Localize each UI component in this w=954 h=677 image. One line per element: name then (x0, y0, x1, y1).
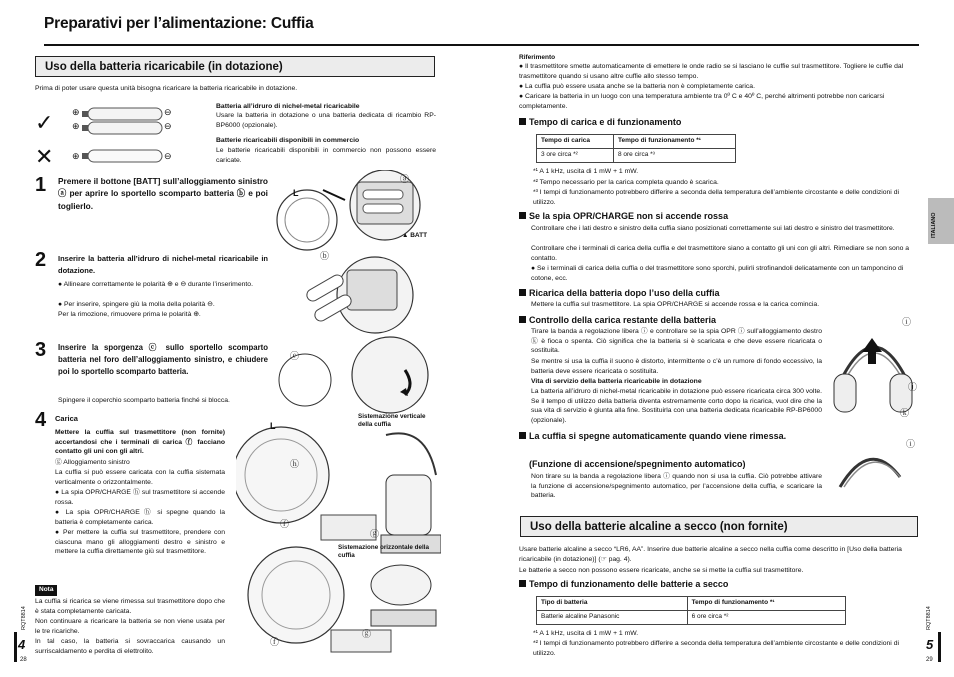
label-j: ⓙ (908, 382, 918, 392)
section-title-alkaline: Uso della batterie alcaline a secco (non fornite) (520, 516, 918, 537)
label-a: ⓐ (400, 174, 410, 184)
language-tab (928, 198, 954, 244)
step3-text: Inserire la sporgenza ⓒ sullo sportello scomparto batteria nel foro dell’alloggiamento sinistro, e chiudere poi lo sportello scomparto batteria. (58, 343, 268, 377)
table-cell: 3 ore circa *² (537, 148, 614, 162)
heading-controllo (519, 314, 716, 326)
table-header-row (537, 597, 846, 611)
cross-icon: ✕ (35, 144, 54, 169)
minus-icon: ⊖ (164, 121, 172, 131)
heading-spegne (519, 430, 824, 443)
label-b: ⓑ (320, 251, 330, 261)
label-g: ⓖ (370, 529, 380, 539)
table1-note-1: *¹ A 1 kHz, uscita di 1 mW + 1 mW. (533, 168, 639, 175)
heading-square-icon (519, 316, 526, 323)
doc-code-right: RQT8814 (926, 606, 932, 630)
label-i: ⓘ (902, 317, 912, 327)
alkaline-table (536, 596, 846, 625)
step4-number: 4 (35, 409, 47, 431)
plus-icon: ⊕ (72, 151, 80, 161)
step4-text1: La cuffia si può essere caricata con la cuffia sistemata verticalmente o orizzontalmente. (55, 469, 225, 486)
label-L: L (293, 188, 299, 198)
label-k: ⓚ (900, 408, 910, 418)
alkaline-text-1: Usare batterie alcaline a secco “LR6, AA”. Inserire due batterie alcaline a secco nella cuffia come descritto in [Uso della batteria ricaricabile (in dotazione)] (☞ pag. 4). (519, 546, 902, 563)
step4-bold: Mettere la cuffia sul trasmettitore (non fornite) accertandosi che i terminali di carica ⓕ facciano contatto gli uni con gli altri. (55, 429, 225, 456)
table-cell: Batterie alcaline Panasonic (537, 610, 688, 624)
battery-comm-title: Batterie ricaricabili disponibili in commercio (216, 137, 360, 144)
nota-text-3: In tal caso, la batteria si sovraccarica causando un surriscaldamento e perdita di elettrolito. (35, 638, 225, 655)
intro-text: Prima di poter usare questa unità bisogna ricaricare la batteria ricaricabile in dotazione. (35, 85, 298, 92)
doc-code-left: RQT8814 (21, 606, 27, 630)
page-marker-left (14, 632, 17, 662)
step3-subtext: Spingere il coperchio scomparto batteria finché si blocca. (58, 397, 230, 404)
title-rule (44, 44, 919, 46)
plus-icon: ⊕ (72, 121, 80, 131)
rif-title: Riferimento (519, 54, 556, 61)
rif-item-1: ● Il trasmettitore smette automaticamente di emettere le onde radio se si lasciano le cuffie sul trasmettitore. Togliere le cuffie dal trasmettitore quando si usano altre cuffie allo stesso tempo. (519, 63, 904, 80)
table2-note-1: *¹ A 1 kHz, uscita di 1 mW + 1 mW. (533, 630, 639, 637)
heading-spia (519, 210, 728, 222)
rif-item-2: ● La cuffia può essere usata anche se la batteria non è completamente carica. (519, 83, 755, 90)
spia-text-2: Controllare che i terminali di carica della cuffia e del trasmettitore siano a contatto gli uni con gli altri. Rimediare se non sono a contatto. (531, 245, 910, 262)
heading-square-icon (519, 212, 526, 219)
battery-nimh-title: Batteria all’idruro di nichel-metal ricaricabile (216, 103, 360, 110)
spia-text-1: Controllare che i lati destro e sinistro della cuffia siano posizionati correttamente sui lati destro e sinistro del trasmettitore. (531, 225, 895, 232)
heading-square-icon (519, 289, 526, 296)
heading-square-icon (519, 432, 526, 439)
table-cell: 8 ore circa *³ (613, 148, 735, 162)
battery-illustration (70, 104, 190, 166)
rif-item-3: ● Caricare la batteria in un luogo con una temperatura ambiente tra 0º C e 40º C, perché altrimenti potrebbe non caricarsi completamente. (519, 93, 885, 110)
table-header-cell: Tempo di funzionamento *¹ (613, 135, 735, 149)
table-row (537, 610, 846, 624)
table1-note-2: *² Tempo necessario per la carica completa quando è scarica. (533, 179, 719, 186)
headphone-charging-illustration (236, 415, 441, 660)
heading-alkaline-time (519, 578, 728, 590)
plus-icon: ⊕ (72, 107, 80, 117)
table2-note-2: *² I tempi di funzionamento potrebbero differire a seconda della temperatura dell’ambiente circostante e delle condizioni di utilizzo. (533, 640, 899, 657)
table1-note-3: *³ I tempi di funzionamento potrebbero differire a seconda della temperatura dell’ambiente circostante e delle condizioni di utilizzo. (533, 189, 899, 206)
table-cell: 6 ore circa *² (687, 610, 845, 624)
table-header-cell: Tempo di carica (537, 135, 614, 149)
headphone-check-illustration (828, 312, 920, 497)
step4-bullet2: ● La spia OPR/CHARGE ⓗ si spegne quando la batteria è completamente carica. (55, 509, 225, 526)
label-L-charge: L (270, 421, 276, 431)
controllo-text-1: Tirare la banda a regolazione libera ⓘ e controllare se la spia OPR ⓘ sull’alloggiamento destro ⓚ è fioca o spenta. Ciò significa che la batteria si è scaricata e che deve essere ricaricata o sostituita. (531, 328, 822, 355)
page-small-right: 29 (926, 657, 933, 663)
heading-tempo (519, 116, 681, 128)
table-header-cell: Tempo di funzionamento *¹ (687, 597, 845, 611)
step3-number: 3 (35, 339, 47, 361)
ricarica-text: Mettere la cuffia sul trasmettitore. La spia OPR/CHARGE si accende rossa e la carica comincia. (531, 301, 820, 308)
label-i-2: ⓘ (906, 439, 916, 449)
page-marker-right (938, 632, 941, 662)
nota-label: Nota (35, 585, 57, 596)
heading-ricarica-text: Ricarica della batteria dopo l’uso della cuffia (529, 288, 720, 298)
controllo-text-3: La batteria all’idruro di nichel-metal ricaricabile in dotazione può essere ricaricata circa 300 volte. Se il tempo di utilizzo della batteria diventa estremamente corto dopo la ricarica, vuol dire che la sua vita di servizio è giunta alla fine. Sostituirla con una batteria dedicata ricaricabile RP-BP6000 (opzionale). (531, 388, 822, 424)
label-f-2: ⓕ (270, 637, 280, 647)
step4-title: Carica (55, 414, 78, 423)
step2-bullet3: Per la rimozione, rimuovere prima le polarità ⊕. (58, 311, 201, 318)
headphone-battery-illustration (275, 170, 440, 440)
heading-tempo-text: Tempo di carica e di funzionamento (529, 117, 682, 127)
caption-horizontal: Sistemazione orizzontale della cuffia (338, 544, 429, 560)
heading-ricarica (519, 287, 720, 299)
section-title-rechargeable: Uso della batteria ricaricabile (in dotazione) (35, 56, 435, 77)
heading-spegne-sub: (Funzione di accensione/spegnimento automatico) (529, 459, 746, 469)
heading-square-icon (519, 580, 526, 587)
minus-icon: ⊖ (164, 107, 172, 117)
page-small-left: 28 (20, 657, 27, 663)
nota-text-1: La cuffia si ricarica se viene rimessa sul trasmettitore dopo che è stata completamente caricata. (35, 598, 225, 615)
page-number-left: 4 (18, 637, 26, 652)
charge-table (536, 134, 736, 163)
spia-text-3: ● Se i terminali di carica della cuffia o del trasmettitore sono sporchi, pulirli strofinandoli delicatamente con un tamponcino di cotone, ecc. (531, 265, 904, 282)
battery-nimh-text: Usare la batteria in dotazione o una batteria dedicata di ricambio RP-BP6000 (opzionale). (216, 112, 436, 129)
heading-spia-text: Se la spia OPR/CHARGE non si accende rossa (529, 211, 729, 221)
nota-text-2: Non continuare a ricaricare la batteria se non viene usata per le tre ricariche. (35, 618, 225, 635)
page-number-right: 5 (926, 637, 934, 652)
check-icon: ✓ (35, 110, 54, 135)
controllo-vita-title: Vita di servizio della batteria ricaricabile in dotazione (531, 378, 702, 385)
language-label: ITALIANO (931, 212, 937, 238)
step4-bullet3: ● Per mettere la cuffia sul trasmettitore, prendere con ciascuna mano gli alloggiamenti destro e sinistro e mettere la cuffia direttamente giù sul trasmettitore. (55, 529, 225, 556)
step1-number: 1 (35, 174, 47, 196)
step2-bullet1: ● Allineare correttamente le polarità ⊕ e ⊖ durante l’inserimento. (58, 281, 253, 288)
spegne-text: Non tirare su la banda a regolazione libera ⓘ quando non si usa la cuffia. Ciò potrebbe attivare la funzione di accensione/spegnimento automatico, per l’accensione della cuffia, e scaricare la batteria. (531, 473, 822, 500)
controllo-text-2: Se mentre si usa la cuffia il suono è distorto, intermittente o c’è un rumore di fondo eccessivo, la batteria deve essere ricaricata o sostituita. (531, 358, 822, 375)
step2-text: Inserire la batteria all’idruro di nichel-metal ricaricabile in dotazione. (58, 254, 268, 275)
label-f: ⓕ (280, 519, 290, 529)
table-row (537, 148, 736, 162)
heading-alkaline-time-text: Tempo di funzionamento delle batterie a secco (529, 579, 729, 589)
label-g-2: ⓖ (362, 629, 372, 639)
label-batt: ▲ BATT (402, 232, 428, 239)
heading-square-icon (519, 118, 526, 125)
label-h: ⓗ (290, 459, 300, 469)
table-header-row (537, 135, 736, 149)
battery-comm-text: Le batterie ricaricabili disponibili in commercio non possono essere caricate. (216, 147, 436, 164)
caption-vertical: Sistemazione verticale della cuffia (358, 413, 426, 429)
page-title: Preparativi per l’alimentazione: Cuffia (44, 15, 314, 32)
heading-controllo-text: Controllo della carica restante della batteria (529, 315, 717, 325)
step2-bullet2: ● Per inserire, spingere giù la molla della polarità ⊖. (58, 301, 215, 308)
step4-g-label: ⓖ Alloggiamento sinistro (55, 459, 130, 466)
step1-text: Premere il bottone [BATT] sull’alloggiamento sinistro ⓐ per aprire lo sportello scomparto batteria ⓑ e poi toglierlo. (58, 176, 268, 211)
heading-spegne-text: La cuffia si spegne automaticamente quando viene rimessa. (529, 431, 787, 441)
step2-number: 2 (35, 249, 47, 271)
minus-icon: ⊖ (164, 151, 172, 161)
step4-bullet1: ● La spia OPR/CHARGE ⓗ sul trasmettitore si accende rossa. (55, 489, 225, 506)
label-c: ⓒ (290, 351, 300, 361)
alkaline-text-2: Le batterie a secco non possono essere ricaricate, anche se si mette la cuffia sul trasmettitore. (519, 567, 804, 574)
table-header-cell: Tipo di batteria (537, 597, 688, 611)
